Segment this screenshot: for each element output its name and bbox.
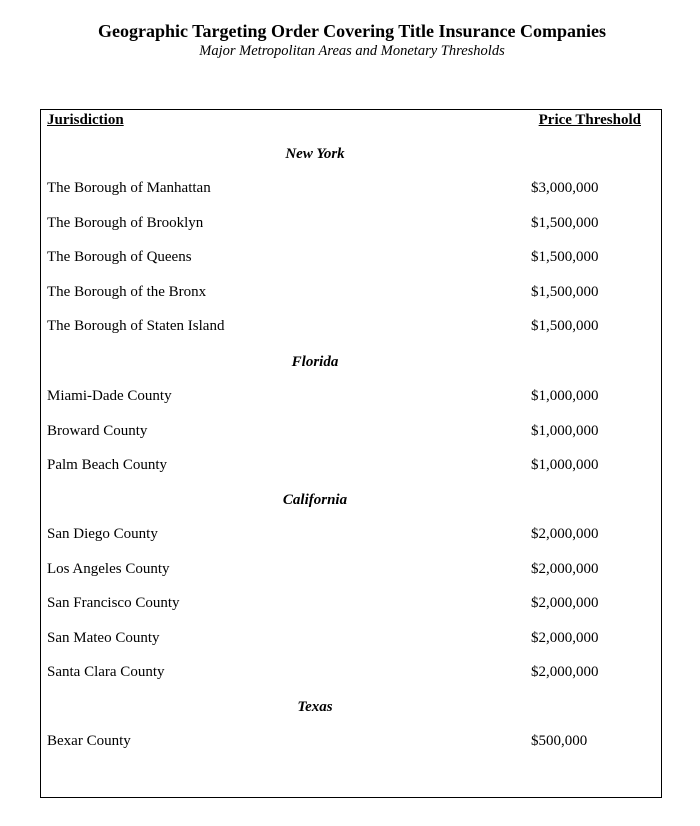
jurisdiction-cell: San Mateo County bbox=[47, 629, 160, 646]
jurisdiction-cell: San Francisco County bbox=[47, 595, 180, 611]
jurisdiction-cell: Bexar County bbox=[47, 733, 131, 749]
jurisdiction-cell: The Borough of the Bronx bbox=[47, 283, 207, 300]
table-row bbox=[41, 316, 661, 336]
jurisdiction-cell: Los Angeles County bbox=[47, 560, 170, 577]
table-row bbox=[41, 628, 661, 648]
jurisdiction-cell: The Borough of Manhattan bbox=[47, 180, 211, 196]
jurisdiction-cell: Santa Clara County bbox=[47, 664, 165, 680]
column-header-price-threshold: Price Threshold bbox=[538, 112, 641, 128]
column-header-jurisdiction: Jurisdiction bbox=[47, 112, 124, 128]
table-row bbox=[41, 662, 661, 682]
document-title: Geographic Targeting Order Covering Title Insurance Companies bbox=[97, 21, 606, 41]
price-threshold-cell: $2,000,000 bbox=[531, 560, 599, 577]
jurisdiction-cell: The Borough of Brooklyn bbox=[47, 214, 204, 231]
table-row bbox=[41, 178, 661, 198]
section-heading: California bbox=[282, 492, 348, 508]
price-threshold-cell: $1,500,000 bbox=[531, 283, 599, 300]
price-threshold-cell: $2,000,000 bbox=[531, 629, 599, 646]
price-threshold-cell: $3,000,000 bbox=[531, 180, 599, 196]
price-threshold-cell: $2,000,000 bbox=[531, 664, 599, 680]
jurisdiction-cell: The Borough of Queens bbox=[47, 249, 192, 265]
price-threshold-cell: $1,500,000 bbox=[531, 249, 599, 265]
price-threshold-cell: $1,000,000 bbox=[531, 457, 599, 473]
table-row bbox=[41, 559, 661, 579]
section-heading: Florida bbox=[291, 354, 339, 370]
table-row bbox=[41, 421, 661, 441]
table-row bbox=[41, 455, 661, 475]
price-threshold-cell: $1,500,000 bbox=[531, 318, 599, 334]
table-row bbox=[41, 282, 661, 302]
table-row bbox=[41, 524, 661, 544]
document-subtitle: Major Metropolitan Areas and Monetary Thresholds bbox=[199, 43, 505, 59]
price-threshold-cell: $1,500,000 bbox=[531, 214, 599, 231]
table-row bbox=[41, 593, 661, 613]
section-heading: New York bbox=[285, 146, 345, 162]
price-threshold-cell: $2,000,000 bbox=[531, 595, 599, 611]
jurisdiction-cell: San Diego County bbox=[47, 526, 158, 542]
section-heading: Texas bbox=[297, 699, 333, 715]
jurisdiction-cell: The Borough of Staten Island bbox=[47, 318, 225, 334]
jurisdiction-cell: Broward County bbox=[47, 422, 148, 439]
table-row bbox=[41, 386, 661, 406]
price-threshold-cell: $2,000,000 bbox=[531, 526, 599, 542]
price-threshold-cell: $1,000,000 bbox=[531, 422, 599, 439]
jurisdiction-cell: Palm Beach County bbox=[47, 457, 167, 473]
threshold-table bbox=[40, 109, 662, 798]
price-threshold-cell: $1,000,000 bbox=[531, 388, 599, 404]
table-row bbox=[41, 213, 661, 233]
table-row bbox=[41, 247, 661, 267]
price-threshold-cell: $500,000 bbox=[531, 733, 588, 749]
table-row bbox=[41, 731, 661, 751]
jurisdiction-cell: Miami-Dade County bbox=[47, 388, 172, 404]
